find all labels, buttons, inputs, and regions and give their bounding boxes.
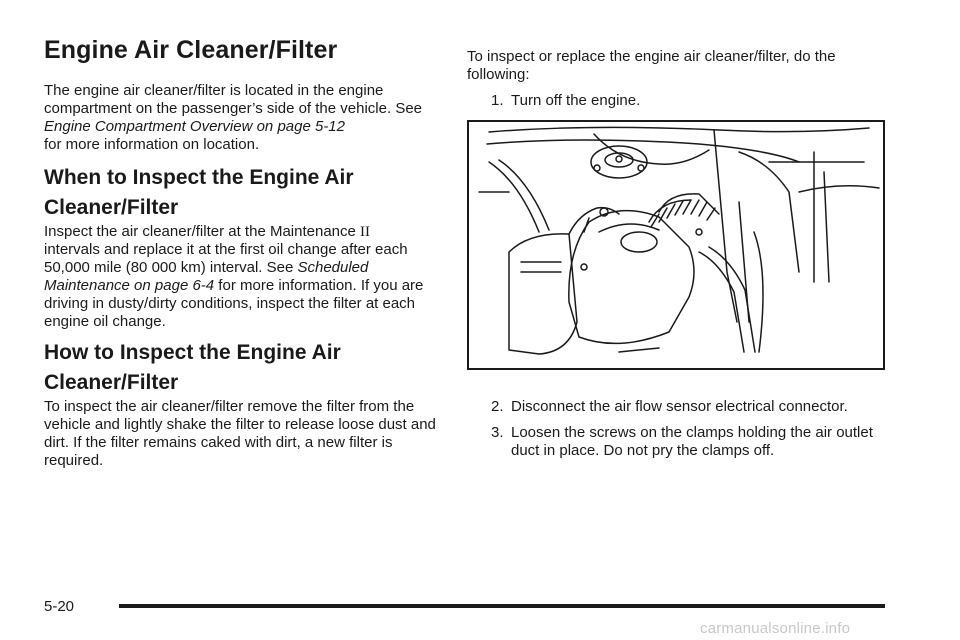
how-heading: [44, 338, 456, 398]
step-list-1: [467, 92, 897, 110]
step-text: Loosen the screws on the clamps holding the air outlet duct in place. Do not pry the clamps off.: [511, 424, 873, 459]
step-2: [467, 398, 897, 416]
when-heading-line2: Cleaner/Filter: [44, 196, 179, 219]
step-3: [467, 424, 897, 460]
scheduled-maintenance-link[interactable]: Scheduled Maintenance on page 6-4: [44, 259, 369, 294]
step-1: [467, 92, 897, 110]
when-heading-line1: When to Inspect the Engine Air: [44, 166, 354, 189]
watermark: carmanualsonline.info: [700, 620, 851, 637]
when-text-3: for more information. If you are driving in dusty/dirty conditions, inspect the filter at each engine oil change.: [44, 277, 424, 330]
maintenance-roman: II: [360, 224, 371, 240]
engine-illustration: [467, 120, 885, 370]
engine-compartment-link[interactable]: Engine Compartment Overview on page 5-12: [44, 118, 345, 135]
step-list-2: [467, 398, 897, 460]
engine-air-cleaner-drawing: [469, 122, 883, 368]
page-number: 5-20: [44, 598, 75, 615]
right-intro: To inspect or replace the engine air cleaner/filter, do the following:: [467, 48, 836, 83]
intro-paragraph: [44, 82, 454, 154]
when-text: Inspect the air cleaner/filter at the Maintenance: [44, 223, 361, 240]
how-paragraph: To inspect the air cleaner/filter remove the filter from the vehicle and lightly shake the filter to release loose dust and dirt. If the filter remains caked with dirt, a new filter is required.: [44, 398, 436, 469]
how-heading-line1: How to Inspect the Engine Air: [44, 341, 341, 364]
page-title: Engine Air Cleaner/Filter: [44, 36, 338, 64]
step-text: Turn off the engine.: [511, 92, 641, 109]
when-text-2: intervals and replace it at the first oil change after each 50,000 mile (80 000 km) interval. See: [44, 241, 408, 276]
intro-text-2: for more information on location.: [44, 136, 260, 153]
footer-rule: [119, 604, 885, 608]
step-number: 2.: [491, 398, 504, 415]
when-paragraph: [44, 223, 454, 331]
how-heading-line2: Cleaner/Filter: [44, 371, 179, 394]
step-number: 1.: [491, 92, 504, 109]
step-number: 3.: [491, 424, 504, 441]
intro-text: The engine air cleaner/filter is located in the engine compartment on the passenger’s side of the vehicle. See: [44, 82, 423, 117]
when-heading: [44, 163, 456, 223]
step-text: Disconnect the air flow sensor electrical connector.: [511, 398, 848, 415]
